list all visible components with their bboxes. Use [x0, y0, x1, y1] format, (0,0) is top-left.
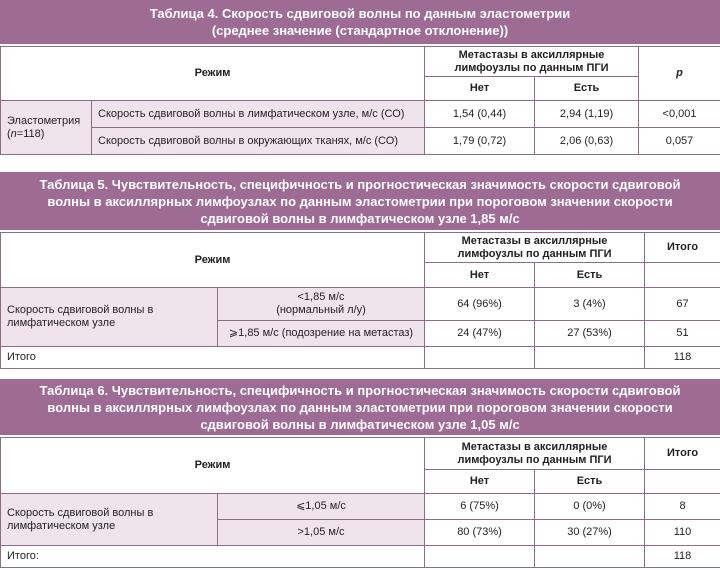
table-5-row-2-total: 51 [645, 321, 720, 347]
table-6-caption-line-2: волны в аксиллярных лимфоузлах по данным эластометрии при пороговом значении скорости [47, 399, 673, 415]
table-4-row-1-p: <0,001 [639, 101, 720, 128]
table-6-header-total: Итого [645, 438, 720, 470]
table-4-row-label [1, 101, 92, 155]
table-5-grid [0, 232, 720, 369]
table-6-total-empty-2 [535, 546, 645, 568]
table-5-header-no: Нет [425, 263, 535, 288]
table-6 [0, 379, 720, 568]
table-4-row-2-no: 1,79 (0,72) [425, 128, 535, 155]
p-symbol: p [676, 67, 683, 79]
table-6-row-2-condition: >1,05 м/с [218, 520, 425, 546]
table-5-total-label: Итого [1, 347, 425, 369]
table-5-row-1-yes: 3 (4%) [535, 288, 645, 321]
table-5-header-total: Итого [645, 233, 720, 263]
table-6-total-value: 118 [645, 546, 720, 568]
table-6-caption [0, 379, 720, 437]
sample-size-label: (n=118) [7, 127, 45, 140]
table-6-row-2-yes: 30 (27%) [535, 520, 645, 546]
table-5-caption-line-3: сдвиговой волны в лимфатическом узле 1,85 м/с [200, 210, 520, 226]
table-6-header-yes: Есть [535, 470, 645, 494]
table-4-header-p [639, 47, 720, 101]
table-6-header-mode: Режим [1, 438, 425, 494]
table-4-row-2-p: 0,057 [639, 128, 720, 155]
table-5-total-value: 118 [645, 347, 720, 369]
table-5-row-1-no: 64 (96%) [425, 288, 535, 321]
table-5-caption [0, 172, 720, 232]
table-4-grid [0, 46, 720, 155]
table-6-caption-line-1: Таблица 6. Чувствительность, специфичность и прогностическая значимость скорости сдвиговой [39, 382, 681, 398]
table-6-row-1-condition: ⩽1,05 м/с [218, 494, 425, 520]
table-4-row-1-label: Скорость сдвиговой волны в лимфатическом узле, м/с (СО) [92, 101, 425, 128]
table-4 [0, 0, 720, 155]
table-6-header-metastases: Метастазы в аксиллярные лимфоузлы по данным ПГИ [425, 438, 645, 470]
table-4-caption-line-2: (среднее значение (стандартное отклонение)) [211, 23, 509, 38]
table-6-row-2-no: 80 (73%) [425, 520, 535, 546]
table-6-caption-line-3: сдвиговой волны в лимфатическом узле 1,05 м/с [200, 416, 520, 432]
table-4-row-2-label: Скорость сдвиговой волны в окружающих тканях, м/с (СО) [92, 128, 425, 155]
table-4-row-1-no: 1,54 (0,44) [425, 101, 535, 128]
table-5-row-label: Скорость сдвиговой волны в лимфатическом узле [1, 288, 218, 347]
table-5-row-1-condition: <1,85 м/с (нормальный л/у) [218, 288, 425, 321]
table-5 [0, 172, 720, 369]
table-6-total-label: Итого: [1, 546, 425, 568]
table-5-header-metastases: Метастазы в аксиллярные лимфоузлы по данным ПГИ [425, 233, 645, 263]
table-6-header-total-empty [645, 470, 720, 494]
table-6-row-1-no: 6 (75%) [425, 494, 535, 520]
table-5-row-2-no: 24 (47%) [425, 321, 535, 347]
table-5-header-yes: Есть [535, 263, 645, 288]
table-4-row-1-yes: 2,94 (1,19) [535, 101, 639, 128]
table-4-header-mode: Режим [1, 47, 425, 101]
table-6-total-empty-1 [425, 546, 535, 568]
table-5-row-2-condition: ⩾1,85 м/с (подозрение на метастаз) [218, 321, 425, 347]
table-5-row-1-total: 67 [645, 288, 720, 321]
table-6-row-label: Скорость сдвиговой волны в лимфатическом узле [1, 494, 218, 546]
table-5-total-empty-1 [425, 347, 535, 369]
table-5-header-mode: Режим [1, 233, 425, 288]
table-5-total-empty-2 [535, 347, 645, 369]
table-4-header-metastases: Метастазы в аксиллярные лимфоузлы по данным ПГИ [425, 47, 639, 77]
table-6-row-2-total: 110 [645, 520, 720, 546]
table-5-row-2-yes: 27 (53%) [535, 321, 645, 347]
table-6-grid [0, 437, 720, 568]
elastometry-label: Эластометрия [7, 114, 81, 127]
table-4-caption [0, 0, 720, 46]
table-4-header-no: Нет [425, 77, 535, 101]
table-5-caption-line-1: Таблица 5. Чувствительность, специфичность и прогностическая значимость скорости сдвиговой [39, 176, 681, 192]
table-4-header-yes: Есть [535, 77, 639, 101]
table-4-row-2-yes: 2,06 (0,63) [535, 128, 639, 155]
table-5-caption-line-2: волны в аксиллярных лимфоузлах по данным эластометрии при пороговом значении скорости [47, 193, 673, 209]
table-5-header-total-empty [645, 263, 720, 288]
table-4-caption-line-1: Таблица 4. Скорость сдвиговой волны по данным эластометрии [149, 6, 571, 21]
table-6-row-1-total: 8 [645, 494, 720, 520]
table-6-row-1-yes: 0 (0%) [535, 494, 645, 520]
table-6-header-no: Нет [425, 470, 535, 494]
